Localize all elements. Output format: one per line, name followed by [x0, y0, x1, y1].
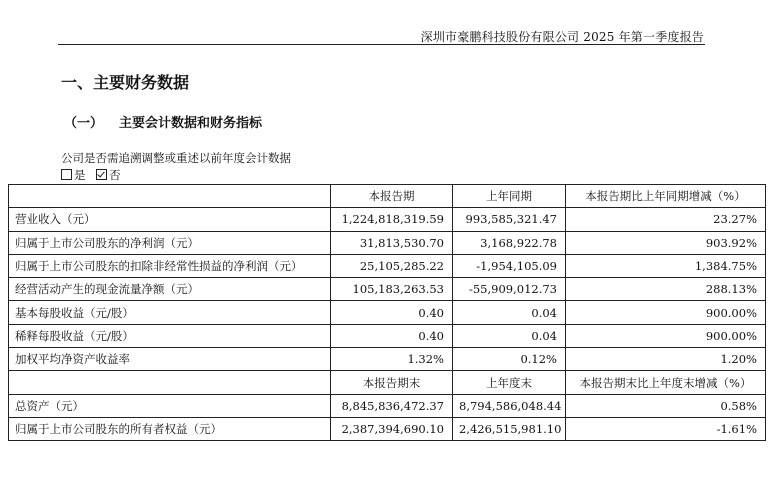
- cell-value: 0.40: [331, 301, 453, 324]
- restatement-options: [61, 167, 121, 183]
- column-header: [9, 185, 331, 208]
- cell-value: 25,105,285.22: [331, 254, 453, 277]
- cell-value: 903.92%: [566, 231, 766, 254]
- cell-value: -1.61%: [566, 417, 766, 440]
- cell-value: 8,845,836,472.37: [331, 394, 453, 417]
- cell-value: 0.40: [331, 324, 453, 347]
- cell-value: 288.13%: [566, 278, 766, 301]
- cell-value: 1,224,818,319.59: [331, 208, 453, 231]
- cell-value: 1,384.75%: [566, 254, 766, 277]
- row-label: 总资产（元）: [9, 394, 331, 417]
- cell-value: 2,426,515,981.10: [453, 417, 566, 440]
- row-label: 营业收入（元）: [9, 208, 331, 231]
- row-label: 经营活动产生的现金流量净额（元）: [9, 278, 331, 301]
- table-row: [9, 208, 766, 231]
- column-header: [9, 371, 331, 394]
- restatement-question: 公司是否需追溯调整或重述以前年度会计数据: [61, 151, 291, 165]
- cell-value: 900.00%: [566, 301, 766, 324]
- column-header: 上年度末: [453, 371, 566, 394]
- cell-value: 0.58%: [566, 394, 766, 417]
- cell-value: 0.12%: [453, 348, 566, 371]
- subsection-number: （一）: [64, 116, 104, 131]
- row-label: 归属于上市公司股东的净利润（元）: [9, 231, 331, 254]
- row-label: 归属于上市公司股东的所有者权益（元）: [9, 417, 331, 440]
- option-no-label: 否: [109, 168, 121, 182]
- column-header: 本报告期比上年同期增减（%）: [566, 185, 766, 208]
- row-label: 稀释每股收益（元/股）: [9, 324, 331, 347]
- row-label: 基本每股收益（元/股）: [9, 301, 331, 324]
- cell-value: 0.04: [453, 324, 566, 347]
- cell-value: 23.27%: [566, 208, 766, 231]
- table-row: [9, 254, 766, 277]
- section-title: 一、主要财务数据: [61, 73, 190, 92]
- table-row: [9, 231, 766, 254]
- checkbox-no[interactable]: [96, 169, 107, 180]
- cell-value: 2,387,394,690.10: [331, 417, 453, 440]
- table-row: [9, 278, 766, 301]
- report-header-title: 深圳市豪鹏科技股份有限公司 2025 年第一季度报告: [420, 30, 704, 44]
- checkbox-yes[interactable]: [61, 169, 72, 180]
- table-row: [9, 348, 766, 371]
- table-row: [9, 301, 766, 324]
- financial-data-table: [8, 184, 766, 441]
- column-header: 上年同期: [453, 185, 566, 208]
- column-header: 本报告期末比上年度末增减（%）: [566, 371, 766, 394]
- cell-value: 1.20%: [566, 348, 766, 371]
- subsection-text: 主要会计数据和财务指标: [119, 116, 263, 131]
- cell-value: 3,168,922.78: [453, 231, 566, 254]
- subsection-title: [64, 112, 262, 131]
- table-row: [9, 394, 766, 417]
- row-label: 归属于上市公司股东的扣除非经常性损益的净利润（元）: [9, 254, 331, 277]
- cell-value: 900.00%: [566, 324, 766, 347]
- cell-value: -1,954,105.09: [453, 254, 566, 277]
- option-yes-label: 是: [74, 168, 86, 182]
- row-label: 加权平均净资产收益率: [9, 348, 331, 371]
- cell-value: 0.04: [453, 301, 566, 324]
- cell-value: 31,813,530.70: [331, 231, 453, 254]
- table-header-period-end: [9, 371, 766, 394]
- cell-value: -55,909,012.73: [453, 278, 566, 301]
- cell-value: 105,183,263.53: [331, 278, 453, 301]
- header-divider: [58, 44, 705, 45]
- table-header-period: [9, 185, 766, 208]
- table-row: [9, 324, 766, 347]
- cell-value: 1.32%: [331, 348, 453, 371]
- column-header: 本报告期: [331, 185, 453, 208]
- table-row: [9, 417, 766, 440]
- column-header: 本报告期末: [331, 371, 453, 394]
- cell-value: 993,585,321.47: [453, 208, 566, 231]
- cell-value: 8,794,586,048.44: [453, 394, 566, 417]
